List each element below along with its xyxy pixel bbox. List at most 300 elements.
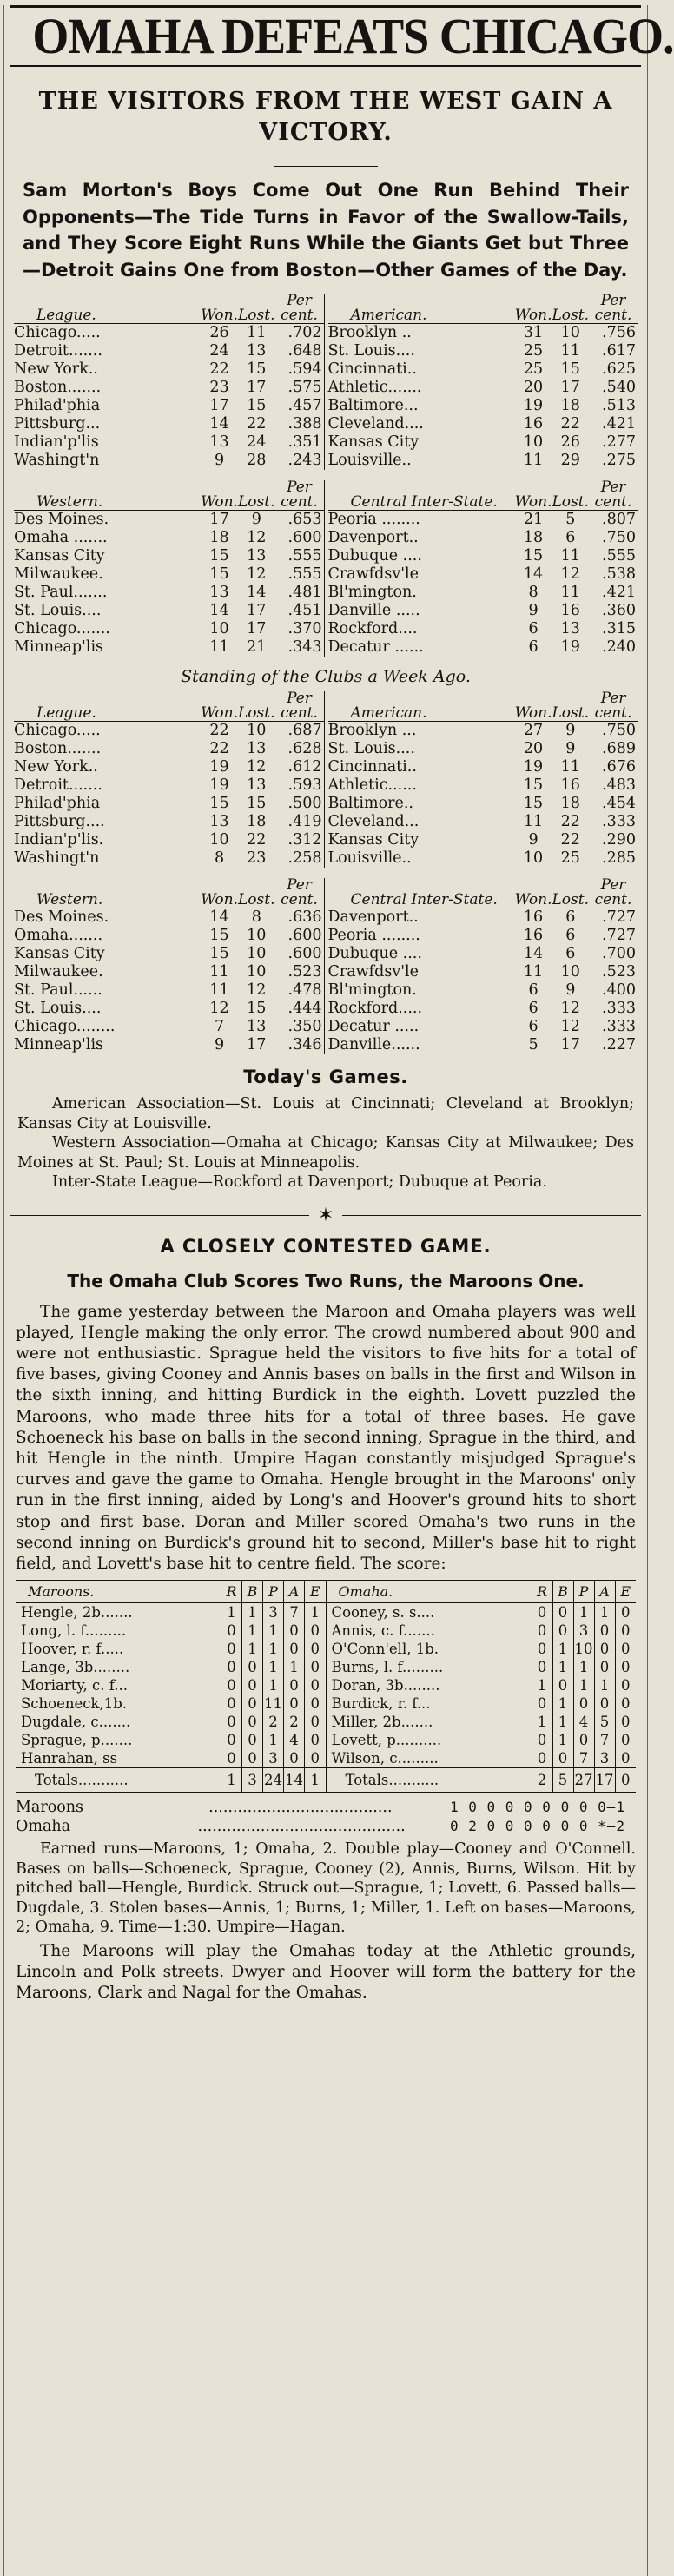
stat-cell: 0 xyxy=(221,1713,242,1731)
cell-pct: .575 xyxy=(287,379,322,396)
table-row xyxy=(328,584,638,602)
stat-cell: 1 xyxy=(594,1603,615,1622)
cell-lost: 21 xyxy=(247,638,267,656)
cell-team: New York.. xyxy=(14,360,98,378)
cell-won: 10 xyxy=(523,849,544,867)
stat-cell: 0 xyxy=(284,1622,305,1640)
cell-team: Brooklyn ... xyxy=(328,722,515,741)
cell-team: Minneap'lis xyxy=(14,1036,104,1054)
cell-pct: .333 xyxy=(602,1018,636,1035)
deck: Sam Morton's Boys Come Out One Run Behind Their Opponents—The Tide Turns in Favor of the Swallow-Tails, and They Score Eight Runs While the Giants Get but Three—Detroit Gains One from Boston—Other Games of the Day. xyxy=(23,180,629,281)
player-name: Long, l. f......... xyxy=(21,1622,127,1640)
player-row xyxy=(327,1694,637,1713)
stat-cell: 0 xyxy=(242,1658,263,1676)
cell-team: Kansas City xyxy=(14,547,105,565)
line-score-innings: 0 2 0 0 0 0 0 0 *—2 xyxy=(449,1818,625,1835)
cell-team: Danville...... xyxy=(327,1036,420,1054)
table-row xyxy=(14,1036,324,1054)
cell-lost: 10 xyxy=(560,963,580,981)
column-header-lost: Lost. xyxy=(238,891,275,908)
table-row xyxy=(328,945,638,963)
stat-cell: 0 xyxy=(594,1694,615,1713)
cell-won: 16 xyxy=(523,415,544,433)
stat-cell: 3 xyxy=(263,1603,284,1622)
stat-cell: 1 xyxy=(221,1603,242,1622)
table-row xyxy=(14,397,324,415)
cell-won: 22 xyxy=(209,740,229,757)
cell-won: 19 xyxy=(523,758,544,776)
player-row xyxy=(16,1658,326,1676)
table-row xyxy=(14,620,324,638)
table-row xyxy=(328,342,638,360)
stat-cell: 0 xyxy=(305,1731,326,1749)
cell-won: 25 xyxy=(523,342,544,360)
stat-cell: 0 xyxy=(221,1622,242,1640)
cell-won: 15 xyxy=(209,795,229,812)
stat-cell: 1 xyxy=(594,1676,615,1694)
column-header-lost: Lost. xyxy=(552,493,589,511)
cell-team: Athletic....... xyxy=(327,379,422,396)
standings-table xyxy=(324,878,638,1054)
cell-lost: 16 xyxy=(560,776,580,794)
todays-games-title: Today's Games. xyxy=(243,1067,408,1087)
cell-won: 17 xyxy=(201,511,238,530)
box-score-maroons xyxy=(16,1581,326,1792)
table-row xyxy=(14,638,324,657)
table-row xyxy=(14,776,324,795)
table-row xyxy=(14,758,324,776)
player-name: Moriarty, c. f... xyxy=(21,1677,128,1694)
cell-lost: 15 xyxy=(247,795,267,812)
cell-pct: .636 xyxy=(275,908,324,928)
cell-won: 31 xyxy=(515,324,552,343)
stat-cell: 0 xyxy=(594,1658,615,1676)
cell-pct: .290 xyxy=(602,831,636,849)
short-rule xyxy=(274,166,378,167)
cell-pct: .600 xyxy=(287,529,322,546)
cell-team: Indian'p'lis. xyxy=(14,831,104,849)
stat-cell: 1 xyxy=(573,1676,594,1694)
stat-header: P xyxy=(263,1581,284,1603)
player-name: Lovett, p.......... xyxy=(331,1732,442,1749)
stat-cell: 0 xyxy=(552,1622,573,1640)
cell-team: Davenport.. xyxy=(328,908,515,928)
cell-lost: 10 xyxy=(247,945,267,962)
standings-grid xyxy=(14,691,324,868)
cell-team: Boston....... xyxy=(14,740,102,757)
cell-team: Minneap'lis xyxy=(14,638,104,656)
cell-lost: 24 xyxy=(247,433,267,451)
cell-team: Dubuque .... xyxy=(327,547,422,565)
line-score xyxy=(16,1798,636,1836)
cell-pct: .540 xyxy=(602,379,636,396)
stat-cell: 3 xyxy=(263,1749,284,1768)
cell-won: 15 xyxy=(523,795,544,812)
table-row xyxy=(328,379,638,397)
cell-won: 10 xyxy=(209,620,229,637)
cell-team: Indian'p'lis xyxy=(14,433,99,451)
cell-won: 10 xyxy=(523,433,544,451)
cell-lost: 9 xyxy=(238,511,274,530)
cell-pct: .419 xyxy=(287,813,322,830)
player-name: Sprague, p....... xyxy=(21,1732,133,1749)
stat-cell: 0 xyxy=(615,1694,636,1713)
stat-cell: 7 xyxy=(284,1603,305,1622)
table-row xyxy=(328,602,638,620)
standings-current-row-2 xyxy=(14,480,638,657)
stat-cell: 0 xyxy=(221,1676,242,1694)
cell-won: 20 xyxy=(523,740,544,757)
line-score-dots: ...................................... xyxy=(208,1799,393,1817)
cell-lost: 17 xyxy=(560,379,580,396)
cell-lost: 6 xyxy=(565,529,576,546)
cell-lost: 12 xyxy=(560,1000,580,1017)
cell-pct: .538 xyxy=(602,565,636,583)
cell-team: Des Moines. xyxy=(14,908,201,928)
standings-week-ago xyxy=(10,691,641,1054)
player-row xyxy=(16,1749,326,1768)
cell-pct: .653 xyxy=(275,511,324,530)
cell-pct: .687 xyxy=(275,722,324,741)
headline: OMAHA DEFEATS CHICAGO. xyxy=(32,8,674,64)
standings-grid xyxy=(328,691,638,868)
stat-cell: 0 xyxy=(305,1694,326,1713)
table-row xyxy=(328,981,638,1000)
stat-cell: 0 xyxy=(532,1749,552,1768)
cell-lost: 12 xyxy=(247,981,267,999)
cell-pct: .750 xyxy=(602,529,636,546)
cell-team: Chicago....... xyxy=(14,620,110,637)
cell-lost: 17 xyxy=(560,1036,580,1054)
table-row xyxy=(328,927,638,945)
stat-cell: 1 xyxy=(284,1658,305,1676)
cell-won: 22 xyxy=(209,360,229,378)
cell-won: 13 xyxy=(209,433,229,451)
cell-won: 16 xyxy=(523,927,544,944)
column-header-won: Won. xyxy=(201,307,239,324)
cell-lost: 13 xyxy=(247,342,267,360)
player-name: Wilson, c......... xyxy=(331,1750,439,1767)
cell-won: 20 xyxy=(523,379,544,396)
box-grid xyxy=(327,1581,637,1792)
cell-team: St. Louis.... xyxy=(14,602,102,619)
total-cell: 24 xyxy=(263,1768,284,1793)
line-score-row xyxy=(16,1798,636,1817)
cell-lost: 14 xyxy=(247,584,267,601)
line-score-innings: 1 0 0 0 0 0 0 0 0—1 xyxy=(449,1799,625,1816)
standings-table xyxy=(324,294,638,470)
player-row xyxy=(327,1731,637,1749)
cell-lost: 10 xyxy=(247,927,267,944)
line-score-team: Maroons xyxy=(16,1799,84,1817)
table-row xyxy=(328,452,638,470)
cell-won: 6 xyxy=(528,981,539,999)
player-row xyxy=(327,1603,637,1622)
player-name: Doran, 3b........ xyxy=(331,1677,440,1694)
player-row xyxy=(327,1676,637,1694)
cell-pct: .555 xyxy=(287,547,322,565)
divider-line xyxy=(10,1215,309,1216)
cell-pct: .750 xyxy=(589,722,638,741)
player-row xyxy=(16,1622,326,1640)
table-row xyxy=(328,565,638,584)
table-row xyxy=(328,397,638,415)
stat-cell: 1 xyxy=(573,1603,594,1622)
cell-lost: 11 xyxy=(560,758,580,776)
cell-won: 15 xyxy=(209,945,229,962)
box-grid xyxy=(16,1581,326,1792)
cell-lost: 5 xyxy=(552,511,589,530)
player-row xyxy=(327,1640,637,1658)
table-row xyxy=(328,324,638,343)
stat-cell: 1 xyxy=(552,1713,573,1731)
cell-won: 11 xyxy=(209,638,229,656)
star-icon: ✶ xyxy=(317,1204,334,1226)
column-header-won: Won. xyxy=(514,704,552,722)
stat-cell: 0 xyxy=(615,1640,636,1658)
stat-cell: 0 xyxy=(615,1731,636,1749)
stat-cell: 0 xyxy=(615,1713,636,1731)
cell-lost: 15 xyxy=(560,360,580,378)
cell-won: 21 xyxy=(515,511,552,530)
column-header-won: Won. xyxy=(201,704,239,722)
player-name: Hoover, r. f..... xyxy=(21,1641,124,1658)
cell-lost: 23 xyxy=(247,849,267,867)
player-row xyxy=(16,1676,326,1694)
cell-lost: 17 xyxy=(247,379,267,396)
stat-cell: 1 xyxy=(242,1640,263,1658)
stat-cell: 0 xyxy=(242,1676,263,1694)
box-score-omaha xyxy=(326,1581,637,1792)
totals-label: Totals........... xyxy=(16,1768,221,1793)
cell-won: 9 xyxy=(214,452,225,469)
cell-pct: .333 xyxy=(602,1000,636,1017)
cell-pct: .421 xyxy=(602,415,636,433)
cell-pct: .277 xyxy=(602,433,636,451)
player-name: Hengle, 2b....... xyxy=(21,1604,133,1622)
cell-team: Detroit....... xyxy=(14,342,102,360)
cell-pct: .315 xyxy=(602,620,636,637)
cell-lost: 12 xyxy=(560,1018,580,1035)
table-row xyxy=(14,981,324,1000)
stat-cell: 0 xyxy=(615,1749,636,1768)
stat-cell: 0 xyxy=(242,1749,263,1768)
cell-lost: 22 xyxy=(247,831,267,849)
stat-cell: 0 xyxy=(552,1749,573,1768)
cell-lost: 22 xyxy=(560,415,580,433)
player-row xyxy=(327,1622,637,1640)
stat-cell: 0 xyxy=(532,1731,552,1749)
cell-pct: .421 xyxy=(602,584,636,601)
cell-won: 14 xyxy=(209,415,229,433)
table-row xyxy=(328,415,638,433)
table-row xyxy=(14,433,324,452)
stat-header: R xyxy=(532,1581,552,1603)
star-divider xyxy=(10,1205,641,1227)
cell-lost: 11 xyxy=(560,342,580,360)
stat-cell: 5 xyxy=(594,1713,615,1731)
cell-pct: .600 xyxy=(287,927,322,944)
game-summary: Earned runs—Maroons, 1; Omaha, 2. Double play—Cooney and O'Connell. Bases on balls—Schoeneck, Sprague, Cooney (2), Annis, Burns, Wilson. Hit by pitched ball—Hengle, Burdick. Struck out—Sprague, 1; Lovett, 6. Passed balls—Dugdale, 3. Stolen bases—Annis, 1; Burns, 1; Miller, 1. Left on bases—Maroons, 2; Omaha, 9. Time—1:30. Umpire—Hagan. xyxy=(16,1840,636,1937)
stat-cell: 3 xyxy=(573,1622,594,1640)
cell-won: 15 xyxy=(209,547,229,565)
total-cell: 14 xyxy=(284,1768,305,1793)
stat-header: B xyxy=(242,1581,263,1603)
cell-team: Cleveland.... xyxy=(327,415,424,433)
standings-table xyxy=(324,691,638,868)
cell-lost: 8 xyxy=(238,908,274,928)
table-row xyxy=(14,511,324,530)
cell-pct: .285 xyxy=(602,849,636,867)
subheadline: THE VISITORS FROM THE WEST GAIN A VICTORY. xyxy=(38,88,613,146)
total-cell: 1 xyxy=(221,1768,242,1793)
cell-pct: .478 xyxy=(287,981,322,999)
table-row xyxy=(14,722,324,741)
stat-cell: 0 xyxy=(594,1622,615,1640)
table-row xyxy=(14,415,324,433)
cell-pct: .594 xyxy=(287,360,322,378)
cell-lost: 12 xyxy=(247,565,267,583)
cell-pct: .756 xyxy=(589,324,638,343)
stat-cell: 0 xyxy=(615,1622,636,1640)
cell-team: Philad'phia xyxy=(14,795,101,812)
stat-cell: 0 xyxy=(573,1694,594,1713)
cell-pct: .227 xyxy=(602,1036,636,1054)
cell-pct: .350 xyxy=(287,1018,322,1035)
column-header-pct: Per cent. xyxy=(281,479,318,511)
player-name: Lange, 3b........ xyxy=(21,1659,130,1676)
table-row xyxy=(328,849,638,868)
cell-pct: .648 xyxy=(287,342,322,360)
game-subtitle: The Omaha Club Scores Two Runs, the Maroons One. xyxy=(67,1270,585,1291)
cell-team: Omaha ....... xyxy=(14,529,108,546)
cell-pct: .400 xyxy=(602,981,636,999)
total-cell: 3 xyxy=(242,1768,263,1793)
cell-pct: .312 xyxy=(287,831,322,849)
column-header-lost: Lost. xyxy=(552,891,589,908)
stat-cell: 0 xyxy=(221,1749,242,1768)
stat-cell: 0 xyxy=(284,1694,305,1713)
cell-team: Bl'mington. xyxy=(327,584,417,601)
cell-pct: .370 xyxy=(287,620,322,637)
cell-won: 11 xyxy=(523,963,544,981)
cell-team: Kansas City xyxy=(327,831,420,849)
stat-cell: 0 xyxy=(242,1713,263,1731)
cell-won: 16 xyxy=(515,908,552,928)
stat-header: E xyxy=(615,1581,636,1603)
cell-won: 17 xyxy=(209,397,229,414)
stat-cell: 1 xyxy=(263,1658,284,1676)
column-header-lost: Lost. xyxy=(238,704,275,722)
player-row xyxy=(327,1749,637,1768)
stat-cell: 1 xyxy=(552,1640,573,1658)
cell-lost: 19 xyxy=(560,638,580,656)
table-row xyxy=(328,813,638,831)
stat-cell: 0 xyxy=(305,1713,326,1731)
cell-won: 14 xyxy=(523,945,544,962)
cell-pct: .444 xyxy=(287,1000,322,1017)
cell-team: Kansas City xyxy=(327,433,420,451)
cell-team: Milwaukee. xyxy=(14,963,103,981)
table-row xyxy=(14,602,324,620)
line-score-team: Omaha xyxy=(16,1818,71,1836)
cell-won: 24 xyxy=(209,342,229,360)
cell-won: 18 xyxy=(209,529,229,546)
stat-cell: 0 xyxy=(594,1640,615,1658)
player-name: Hanrahan, ss xyxy=(21,1750,118,1767)
stat-cell: 3 xyxy=(594,1749,615,1768)
total-cell: 1 xyxy=(305,1768,326,1793)
standings-current xyxy=(10,294,641,657)
table-row xyxy=(14,360,324,379)
cell-lost: 13 xyxy=(247,1018,267,1035)
table-row xyxy=(328,1000,638,1018)
cell-lost: 6 xyxy=(565,927,576,944)
cell-won: 13 xyxy=(209,813,229,830)
player-name: Cooney, s. s.... xyxy=(331,1604,435,1622)
cell-pct: .689 xyxy=(602,740,636,757)
stat-header: A xyxy=(594,1581,615,1603)
cell-won: 7 xyxy=(214,1018,225,1035)
cell-team: Rockford..... xyxy=(327,1000,423,1017)
stat-cell: 0 xyxy=(615,1676,636,1694)
total-cell: 5 xyxy=(552,1768,573,1793)
cell-won: 9 xyxy=(528,602,539,619)
todays-games-interstate: Inter-State League—Rockford at Davenport; Dubuque at Peoria. xyxy=(52,1173,547,1191)
cell-pct: .625 xyxy=(602,360,636,378)
cell-pct: .727 xyxy=(602,927,636,944)
table-row xyxy=(328,795,638,813)
player-name: Burns, l. f......... xyxy=(331,1659,444,1676)
standings-grid xyxy=(328,480,638,657)
stat-header: E xyxy=(305,1581,326,1603)
table-row xyxy=(14,963,324,981)
stat-cell: 1 xyxy=(532,1713,552,1731)
cell-team: Philad'phia xyxy=(14,397,101,414)
player-row xyxy=(16,1640,326,1658)
cell-lost: 9 xyxy=(552,722,589,741)
stat-cell: 0 xyxy=(284,1640,305,1658)
column-header-pct: Per cent. xyxy=(281,292,318,324)
cell-lost: 18 xyxy=(247,813,267,830)
column-header-pct: Per cent. xyxy=(594,876,632,908)
stat-cell: 0 xyxy=(615,1603,636,1622)
standings-table xyxy=(14,480,324,657)
stat-cell: 10 xyxy=(574,1641,593,1658)
cell-pct: .700 xyxy=(602,945,636,962)
cell-team: Decatur ..... xyxy=(327,1018,420,1035)
column-rule-left xyxy=(3,5,4,2576)
table-row xyxy=(328,360,638,379)
stat-cell: 1 xyxy=(552,1694,573,1713)
cell-pct: .600 xyxy=(287,945,322,962)
cell-pct: .523 xyxy=(602,963,636,981)
cell-team: Cincinnati.. xyxy=(327,758,417,776)
table-row xyxy=(328,1018,638,1036)
table-row xyxy=(14,927,324,945)
cell-lost: 13 xyxy=(247,740,267,757)
cell-pct: .555 xyxy=(602,547,636,565)
cell-won: 11 xyxy=(523,813,544,830)
cell-lost: 12 xyxy=(247,758,267,776)
cell-won: 9 xyxy=(528,831,539,849)
column-header-won: Won. xyxy=(201,493,239,511)
cell-won: 15 xyxy=(209,927,229,944)
cell-won: 6 xyxy=(528,1000,539,1017)
stat-cell: 1 xyxy=(263,1731,284,1749)
cell-team: Louisville.. xyxy=(327,849,412,867)
column-header-pct: Per cent. xyxy=(594,479,632,511)
